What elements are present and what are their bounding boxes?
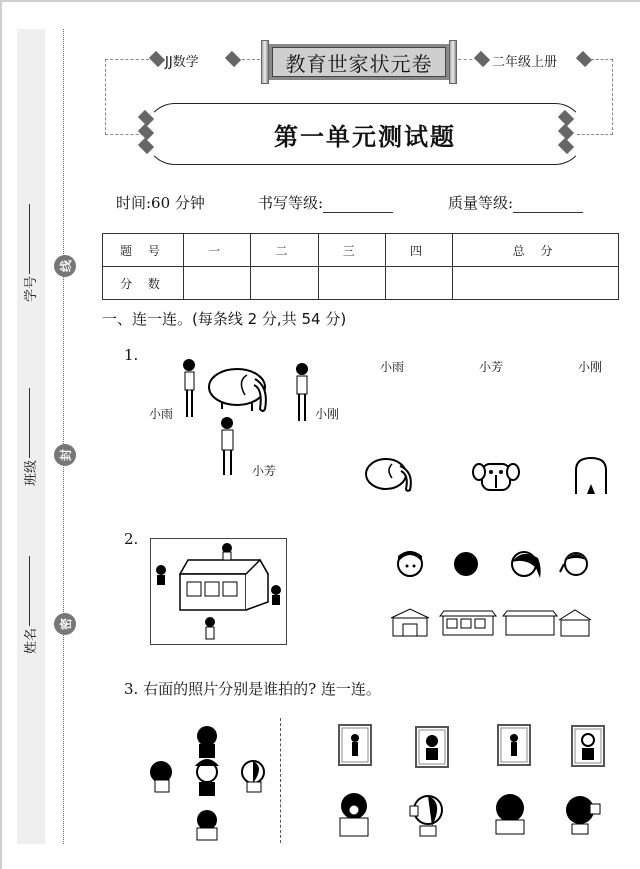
photographer-front-option	[340, 793, 368, 836]
score-cell[interactable]	[318, 267, 385, 300]
table-header-cell: 二	[251, 234, 318, 267]
scroll-body	[269, 44, 449, 80]
photo-side-right-option	[498, 725, 530, 765]
subject-tag: JJ数学	[165, 55, 199, 70]
section-title: 一、连一连。(每条线 2 分,共 54 分)	[102, 310, 347, 328]
seal-secret-icon: 密	[54, 613, 76, 635]
quality-grade	[448, 192, 583, 213]
brand-title: 教育世家状元卷	[272, 47, 446, 77]
house-gable-with-door-option	[391, 609, 429, 636]
name-option[interactable]: 小雨	[380, 360, 405, 374]
scroll-rod-right	[449, 40, 457, 84]
table-header-row	[103, 234, 619, 267]
class-label: 班级	[24, 459, 39, 486]
name-field[interactable]	[20, 556, 39, 654]
quality-grade-label: 质量等级:	[448, 194, 514, 212]
house-views-row	[390, 608, 590, 638]
photo-side-left-option	[339, 725, 371, 765]
boy-back-of-head-option	[454, 552, 478, 576]
diamond-icon	[149, 51, 165, 67]
score-cell[interactable]	[251, 267, 318, 300]
scene-label-xiaogang: 小刚	[315, 407, 340, 421]
row-label: 分 数	[103, 267, 184, 300]
table-header-cell: 一	[184, 234, 251, 267]
exam-time: 时间:60 分钟	[116, 194, 205, 212]
photo-front-option	[416, 727, 448, 767]
photographer-back-option	[496, 794, 524, 834]
header-left-dash-frame	[105, 59, 149, 135]
house-back-plain-option	[503, 611, 557, 635]
diamond-icon	[225, 51, 241, 67]
photographers-scene-illustration	[147, 722, 267, 842]
table-header-cell: 三	[318, 234, 385, 267]
student-id-blank[interactable]	[29, 204, 30, 274]
viewer-heads-row	[394, 548, 594, 582]
diamond-icon	[474, 51, 490, 67]
name-label: 姓名	[24, 627, 39, 654]
house-front-three-windows-option	[440, 611, 496, 635]
student-id-field[interactable]	[20, 204, 39, 302]
exam-page	[2, 2, 640, 869]
name-option[interactable]: 小芳	[479, 360, 504, 374]
writing-grade	[258, 192, 393, 213]
question-number: 1.	[124, 346, 139, 364]
table-row	[103, 267, 619, 300]
table-header-cell: 题 号	[103, 234, 184, 267]
boy-waving-side-option	[560, 553, 587, 575]
photo-back-option	[572, 726, 604, 766]
divider-dashed	[280, 718, 281, 843]
girl-side-ponytail-option	[512, 552, 541, 578]
score-cell[interactable]	[385, 267, 452, 300]
table-header-cell: 总 分	[453, 234, 619, 267]
scene-label-xiaofang: 小芳	[252, 464, 277, 478]
house-gable-plain-option	[559, 610, 591, 636]
photographers-row	[332, 790, 612, 840]
elephant-side-view-option[interactable]	[362, 454, 420, 494]
score-cell[interactable]	[184, 267, 251, 300]
seal-line-icon: 线	[54, 255, 76, 277]
quality-grade-input[interactable]	[513, 199, 583, 213]
score-cell[interactable]	[453, 267, 619, 300]
brand-scroll	[261, 40, 457, 84]
class-blank[interactable]	[29, 388, 30, 458]
house-scene-illustration	[150, 538, 287, 645]
name-blank[interactable]	[29, 556, 30, 626]
question-title: 3. 右面的照片分别是谁拍的? 连一连。	[124, 680, 381, 698]
elephant-scene-illustration	[177, 357, 317, 482]
photos-row	[338, 724, 608, 766]
writing-grade-input[interactable]	[323, 199, 393, 213]
elephant-front-view-option[interactable]	[472, 458, 522, 494]
name-option[interactable]: 小刚	[578, 360, 603, 374]
scroll-rod-left	[261, 40, 269, 84]
photographer-left-profile-option	[566, 796, 600, 834]
question-number: 2.	[124, 530, 139, 548]
writing-grade-label: 书写等级:	[258, 194, 324, 212]
seal-seal-icon: 封	[54, 444, 76, 466]
binding-cut-line	[63, 29, 64, 844]
header-dash-connector	[242, 59, 260, 60]
elephant-back-view-option[interactable]	[572, 456, 610, 496]
page-title: 第一单元测试题	[274, 122, 456, 151]
score-table	[102, 233, 619, 300]
student-id-label: 学号	[24, 275, 39, 302]
table-header-cell: 四	[385, 234, 452, 267]
boy-front-face-option	[398, 551, 422, 576]
grade-tag: 二年级上册	[492, 55, 558, 70]
photographer-right-profile-option	[410, 796, 442, 836]
class-field[interactable]	[20, 388, 39, 486]
scene-label-xiaoyu: 小雨	[149, 407, 174, 421]
